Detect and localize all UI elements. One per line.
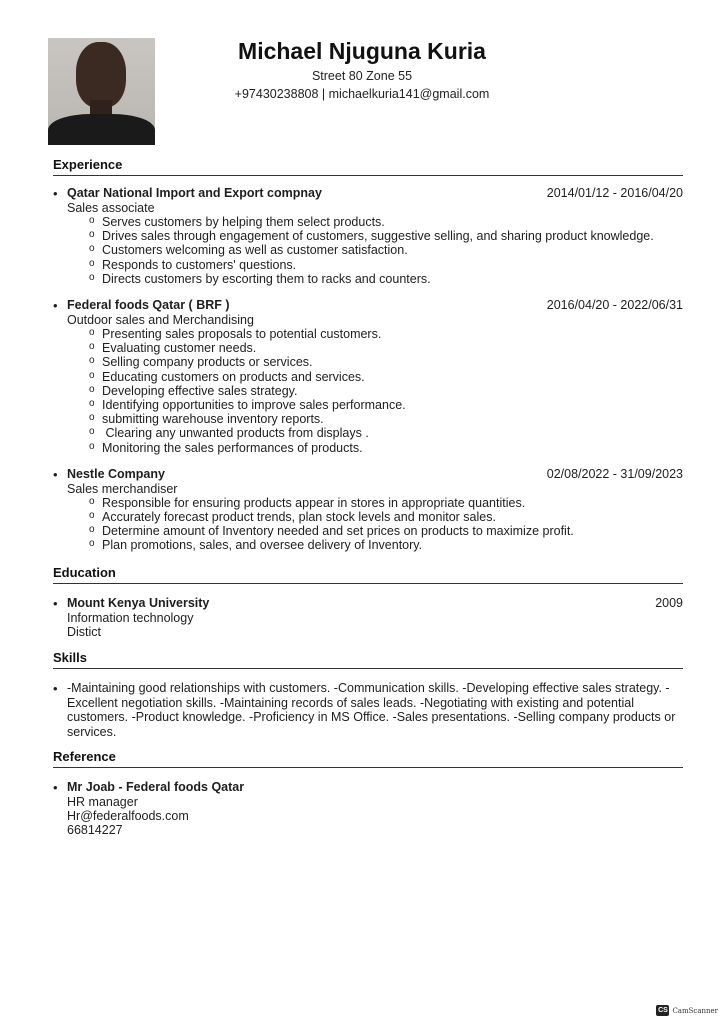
task-item: o Drives sales through engagement of customers, suggestive selling, and sharing product knowledge. [102,229,683,243]
task-item: o Clearing any unwanted products from displays . [102,426,683,440]
task-item: o Identifying opportunities to improve sales performance. [102,398,683,412]
education-section [53,565,683,639]
task-item: o Selling company products or services. [102,355,683,369]
task-item: o Monitoring the sales performances of products. [102,441,683,455]
graduation-year: 2009 [655,596,683,610]
task-list [53,215,683,286]
job-title: Sales merchandiser [67,481,178,496]
address: Street 80 Zone 55 [311,69,413,83]
task-item: o Developing effective sales strategy. [102,384,683,398]
bullet-icon: • [53,780,58,795]
task-item: o submitting warehouse inventory reports. [102,412,683,426]
skills-entry [53,681,683,739]
date-range: 2014/01/12 - 2016/04/20 [546,186,683,200]
task-item: o Educating customers on products and services. [102,370,683,384]
experience-entry [53,467,683,553]
task-item: o Directs customers by escorting them to racks and counters. [102,272,683,286]
task-list [53,496,683,553]
reference-entry [53,780,683,837]
reference-email: Hr@federalfoods.com [67,809,189,823]
education-entry [53,596,683,639]
job-title: Sales associate [67,201,155,215]
bullet-icon: • [53,186,58,201]
date-range: 2016/04/20 - 2022/06/31 [546,298,683,313]
experience-entry [53,186,683,286]
camscanner-icon: CS [658,1007,668,1014]
reference-section [53,749,683,837]
bullet-icon: • [53,596,58,611]
experience-entry [53,298,683,455]
section-title: Experience [53,157,683,176]
employer: Nestle Company [67,466,165,481]
contact-info: +97430238808 | michaelkuria141@gmail.com [234,87,490,101]
bullet-icon: • [53,298,58,314]
skills-text: -Maintaining good relationships with customers. -Communication skills. -Developing effective sales strategy. -Excellent negotiation skills. -Maintaining records of sales leads. -Negotiating with existing and potential customers. -Product knowledge. -Proficiency in MS Office. -Sales presentations. -Selling company products or services. [67,681,676,739]
skills-section [53,650,683,739]
camscanner-label: CamScanner [672,1006,718,1015]
date-range: 02/08/2022 - 31/09/2023 [546,466,683,481]
section-title: Education [53,565,683,584]
reference-phone: 66814227 [67,823,123,837]
employer: Qatar National Import and Export compnay [67,186,322,200]
camscanner-watermark [656,1005,718,1016]
reference-title: HR manager [67,795,138,809]
location: Distict [67,625,102,639]
bullet-icon: • [53,466,58,482]
candidate-name: Michael Njuguna Kuria [238,38,486,64]
section-title: Reference [53,749,683,768]
task-item: o Serves customers by helping them select products. [102,215,683,229]
bullet-icon: • [53,681,58,696]
section-title: Skills [53,650,683,669]
task-item: o Plan promotions, sales, and oversee delivery of Inventory. [102,538,683,552]
task-item: o Accurately forecast product trends, plan stock levels and monitor sales. [102,510,683,524]
task-item: o Customers welcoming as well as customer satisfaction. [102,243,683,257]
task-item: o Responds to customers' questions. [102,258,683,272]
experience-section [53,157,683,553]
job-title: Outdoor sales and Merchandising [67,313,254,328]
institution: Mount Kenya University [67,596,210,610]
task-list [53,327,683,455]
reference-name: Mr Joab - Federal foods Qatar [67,780,245,794]
task-item: o Evaluating customer needs. [102,341,683,355]
employer: Federal foods Qatar ( BRF ) [67,298,230,313]
task-item: o Presenting sales proposals to potential customers. [102,327,683,341]
field-of-study: Information technology [67,611,194,625]
task-item: o Determine amount of Inventory needed and set prices on products to maximize profit. [102,524,683,538]
task-item: o Responsible for ensuring products appear in stores in appropriate quantities. [102,496,683,510]
